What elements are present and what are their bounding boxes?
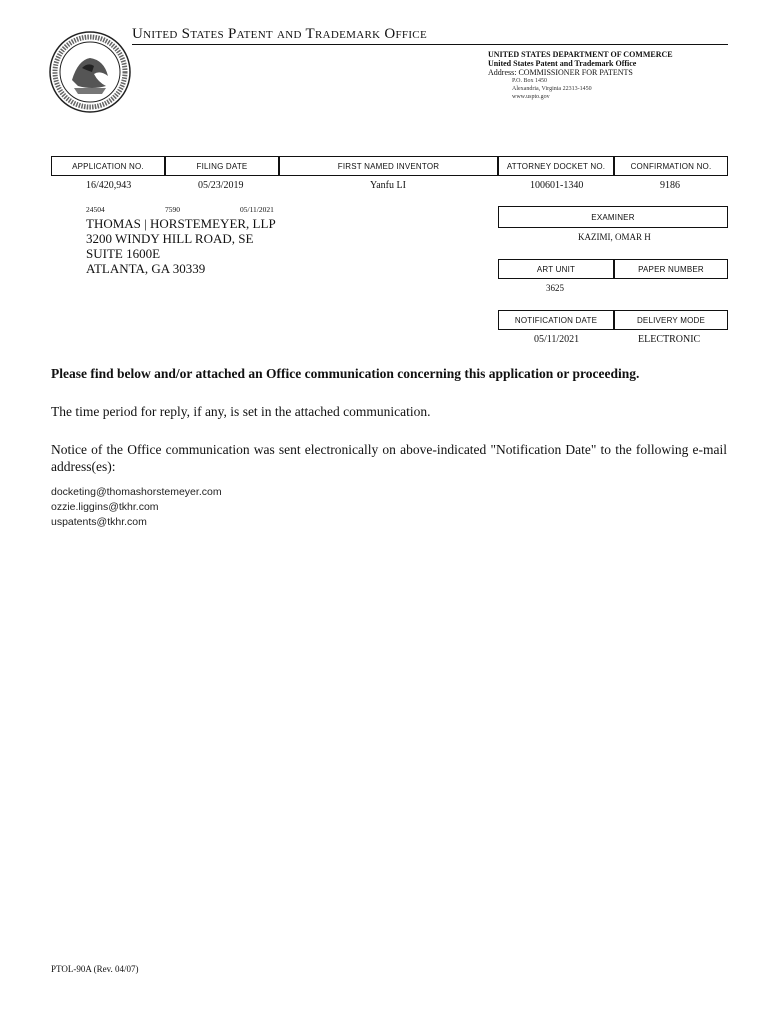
office-communication-heading: Please find below and/or attached an Office communication concerning this application or proceeding. (51, 366, 640, 381)
correspondence-code: 7590 (165, 205, 180, 214)
agency-name: United States Patent and Trademark Office (488, 59, 637, 68)
header-confirmation-no: CONFIRMATION NO. (614, 156, 728, 176)
examiner-name: KAZIMI, OMAR H (578, 232, 651, 242)
po-box: P.O. Box 1450 (512, 78, 548, 84)
delivery-mode-header: DELIVERY MODE (614, 310, 728, 330)
notification-date-value: 05/11/2021 (534, 334, 580, 345)
notification-date-header: NOTIFICATION DATE (498, 310, 614, 330)
uspto-seal-icon (48, 30, 132, 114)
correspondence-address (86, 216, 276, 276)
title-rule (132, 44, 728, 45)
website: www.uspto.gov (512, 94, 550, 100)
email-address: ozzie.liggins@tkhr.com (51, 501, 159, 513)
inventor-value: Yanfu LI (370, 180, 406, 191)
correspondence-date: 05/11/2021 (240, 205, 274, 214)
department-name: UNITED STATES DEPARTMENT OF COMMERCE (488, 50, 673, 59)
reply-period-text: The time period for reply, if any, is set in the attached communication. (51, 404, 431, 419)
art-unit-header: ART UNIT (498, 259, 614, 279)
art-unit-value: 3625 (546, 283, 564, 293)
header-first-named-inventor: FIRST NAMED INVENTOR (279, 156, 498, 176)
filing-date-value: 05/23/2019 (198, 180, 244, 191)
form-footer: PTOL-90A (Rev. 04/07) (51, 964, 139, 974)
address-line: ATLANTA, GA 30339 (86, 261, 206, 276)
address-label: Address: COMMISSIONER FOR PATENTS (488, 68, 633, 77)
header-attorney-docket-no: ATTORNEY DOCKET NO. (498, 156, 614, 176)
office-title: United States Patent and Trademark Office (132, 26, 427, 42)
address-line: 3200 WINDY HILL ROAD, SE (86, 231, 254, 246)
address-line: THOMAS | HORSTEMEYER, LLP (86, 216, 276, 231)
email-list (51, 485, 222, 530)
docket-no-value: 100601-1340 (530, 180, 584, 191)
confirmation-no-value: 9186 (660, 180, 680, 191)
delivery-mode-value: ELECTRONIC (638, 334, 701, 345)
email-address: uspatents@tkhr.com (51, 516, 147, 528)
agency-address-block (488, 50, 673, 101)
email-address: docketing@thomashorstemeyer.com (51, 486, 222, 498)
customer-number: 24504 (86, 205, 105, 214)
address-line: SUITE 1600E (86, 246, 161, 261)
paper-number-header: PAPER NUMBER (614, 259, 728, 279)
application-no-value: 16/420,943 (86, 180, 132, 191)
examiner-header: EXAMINER (498, 206, 728, 228)
city-line: Alexandria, Virginia 22313-1450 (512, 86, 592, 92)
header-filing-date: FILING DATE (165, 156, 279, 176)
header-application-no: APPLICATION NO. (51, 156, 165, 176)
notice-text: Notice of the Office communication was sent electronically on above-indicated "Notification Date" to the following e-mail address(es): (51, 442, 727, 474)
